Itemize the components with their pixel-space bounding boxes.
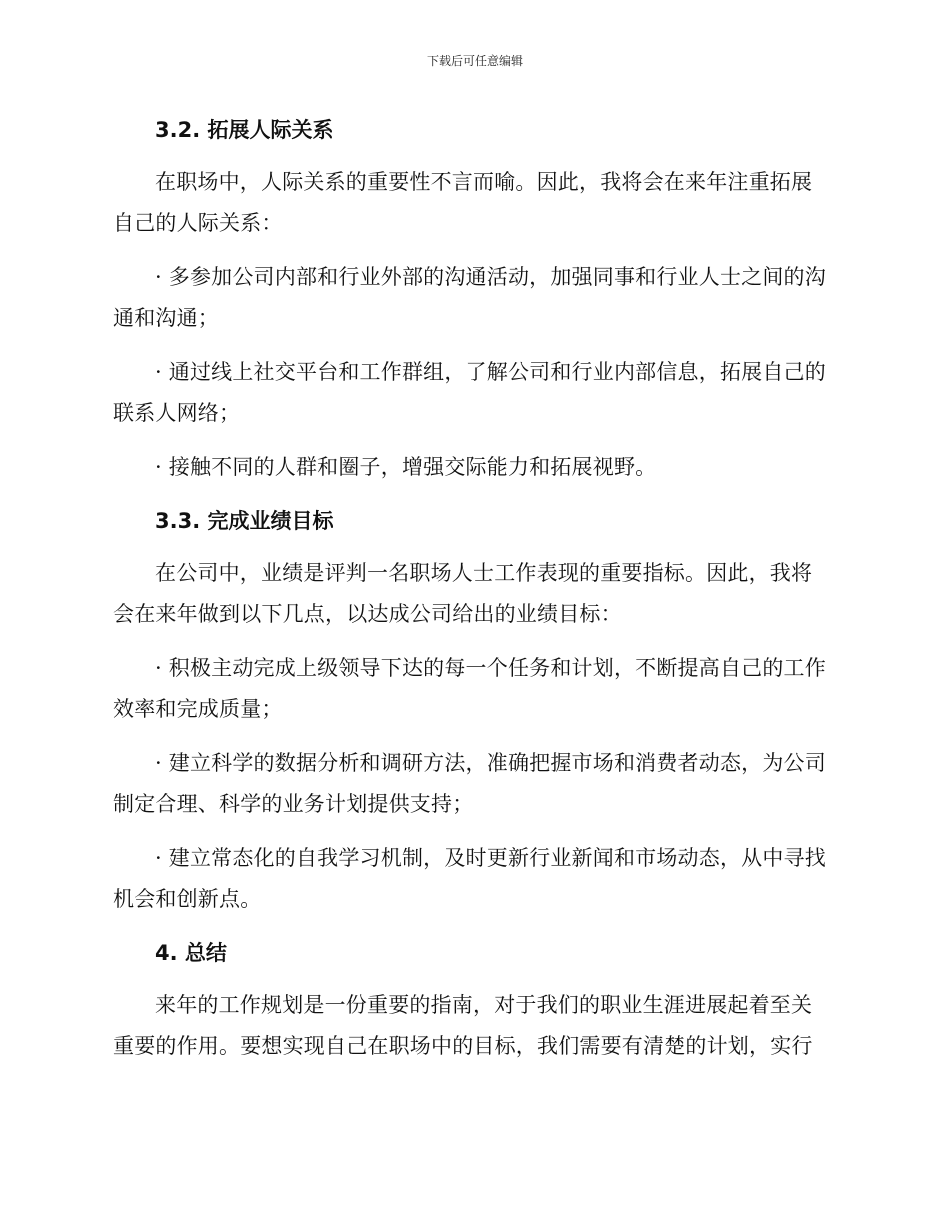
section-heading-4: 4. 总结	[155, 941, 227, 965]
document-body	[113, 110, 833, 1067]
paragraph-intro: 在公司中，业绩是评判一名职场人士工作表现的重要指标。因此，我将会在来年做到以下几点，以达成公司给出的业绩目标：	[113, 561, 813, 626]
bullet-item: · 多参加公司内部和行业外部的沟通活动，加强同事和行业人士之间的沟通和沟通；	[113, 265, 826, 330]
page-header: 下载后可任意编辑	[426, 54, 523, 68]
section-heading-3-3: 3.3. 完成业绩目标	[155, 509, 334, 533]
bullet-item: · 积极主动完成上级领导下达的每一个任务和计划，不断提高自己的工作效率和完成质量；	[113, 656, 826, 721]
bullet-item: · 建立科学的数据分析和调研方法，准确把握市场和消费者动态，为公司制定合理、科学的业务计划提供支持；	[113, 751, 826, 816]
section-heading-3-2: 3.2. 拓展人际关系	[155, 118, 334, 142]
paragraph-intro: 在职场中，人际关系的重要性不言而喻。因此，我将会在来年注重拓展自己的人际关系：	[113, 170, 813, 235]
paragraph-summary: 来年的工作规划是一份重要的指南，对于我们的职业生涯进展起着至关重要的作用。要想实现自己在职场中的目标，我们需要有清楚的计划，实行	[113, 993, 813, 1058]
bullet-item: · 建立常态化的自我学习机制，及时更新行业新闻和市场动态，从中寻找机会和创新点。	[113, 846, 826, 911]
bullet-item: · 通过线上社交平台和工作群组，了解公司和行业内部信息，拓展自己的联系人网络；	[113, 360, 826, 425]
bullet-item: · 接触不同的人群和圈子，增强交际能力和拓展视野。	[155, 455, 657, 479]
